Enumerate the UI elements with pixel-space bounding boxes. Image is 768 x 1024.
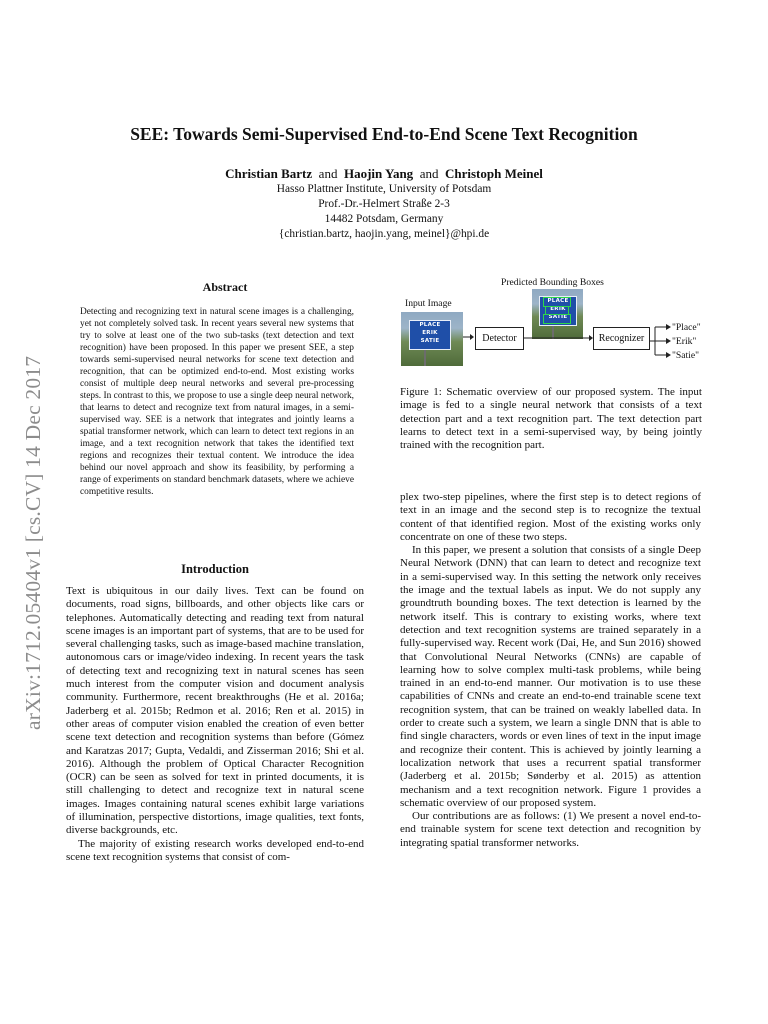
- arrow-to-recognizer-icon: [524, 333, 594, 343]
- intro-paragraph-2: The majority of existing research works developed end-to-end scene text recognition systems that consist of com-: [66, 837, 364, 863]
- input-image-label: Input Image: [405, 298, 452, 309]
- recognizer-box: Recognizer: [593, 327, 650, 350]
- affiliation-institute: Hasso Plattner Institute, University of Potsdam: [276, 183, 492, 195]
- right-paragraph-2: In this paper, we present a solution that consists of a single Deep Neural Network (DNN) that can learn to detect and recognize text in a semi-supervised way. In this setting the network only receives the image and the textual labels as input. We do not supply any groundtruth bounding boxes. The text detection is learned by the network itself. This is contrary to existing works, where text detection and text recognition systems are trained separately in a fully-supervised way. Recent work (Dai, He, and Sun 2016) showed that Convolutional Neural Networks (CNNs) are capable of learning how to solve complex multi-task problems, while being trained in an end-to-end manner. Our motivation is to use these capabilities of CNNs and create an end-to-end trainable scene text recognition system, that can be trained on weakly labelled data. In order to create such a system, we learn a single DNN that is able to find single characters, words or even lines of text in the input image and recognize their content. This is achieved by jointly learning a localization network that uses a recurrent spatial transformer (Jaderberg et al. 2015b; Sønderby et al. 2015) as attention mechanism and a text recognition network. Figure 1 provides a schematic overview of our proposed system.: [400, 544, 701, 809]
- author-2: Haojin Yang: [343, 166, 414, 181]
- detector-box: Detector: [475, 327, 524, 350]
- right-paragraph-1: plex two-step pipelines, where the first step is to detect regions of text in an image and the second step is to recognize the textual content of that identified region. Most of the existing works only concentrate on one of these two steps.: [400, 491, 701, 543]
- sign2-word-2: ERIK: [550, 306, 566, 312]
- author-3: Christoph Meinel: [444, 166, 543, 181]
- right-column-body: [400, 491, 701, 850]
- paper-title: SEE: Towards Semi-Supervised End-to-End Scene Text Recognition: [130, 124, 638, 144]
- output-label-erik: "Erik": [672, 336, 697, 347]
- author-1: Christian Bartz: [225, 166, 313, 181]
- output-label-satie: "Satie": [672, 350, 700, 361]
- street-sign: [409, 320, 451, 350]
- affiliation-city: 14482 Potsdam, Germany: [324, 213, 444, 225]
- arxiv-stamp: arXiv:1712.05404v1 [cs.CV] 14 Dec 2017: [21, 355, 45, 730]
- affiliation-street: Prof.-Dr.-Helmert Straße 2-3: [318, 198, 450, 210]
- right-paragraph-3: Our contributions are as follows: (1) We present a novel end-to-end trainable system for scene text detection and recognition by integrating spatial transformer networks.: [400, 810, 701, 849]
- sign-word-2: ERIK: [422, 330, 438, 336]
- output-arrows-icon: [650, 323, 672, 359]
- sign2-word-1: PLACE: [547, 298, 569, 304]
- sign2-word-3: SATIE: [548, 314, 568, 320]
- affiliation-block: [0, 182, 768, 242]
- output-label-place: "Place": [672, 322, 701, 333]
- author-list: [0, 166, 768, 182]
- figure-1-caption: Figure 1: Schematic overview of our proposed system. The input image is fed to a single neural network that consists of a text detection part and a text recognition part. The text detection part learns to detect text in a semi-supervised way, by being jointly trained with the recognition part.: [400, 386, 702, 452]
- author-separator-1: and: [318, 166, 338, 181]
- introduction-body: [66, 585, 364, 864]
- author-separator-2: and: [419, 166, 439, 181]
- predicted-boxes-thumbnail: [532, 289, 583, 339]
- affiliation-email: {christian.bartz, haojin.yang, meinel}@hpi.de: [278, 228, 490, 240]
- abstract-text: Detecting and recognizing text in natural scene images is a challenging, yet not completely solved task. In recent years several new systems that try to solve at least one of the two sub-tasks (text detection and text recognition) have been proposed. In this paper we present SEE, a step towards semi-supervised neural networks for scene text detection and recognition, that can be optimized end-to-end. Most existing works consist of multiple deep neural networks and several pre-processing steps. In contrast to this, we propose to use a single deep neural network, that learns to detect and recognize text from natural images, in a semi-supervised way. SEE is a network that integrates and jointly learns a spatial transformer network, which can learn to detect text regions in an image, and a text recognition network that takes the identified text regions and recognizes their textual content. We introduce the idea behind our novel approach and show its feasibility, by performing a range of experiments on standard benchmark datasets, where we achieve competitive results.: [80, 307, 354, 497]
- bounding-box-3: [543, 314, 571, 324]
- sign-word-1: PLACE: [419, 322, 441, 328]
- figure-1-diagram: [398, 272, 708, 367]
- abstract-heading: Abstract: [202, 280, 248, 294]
- sign-word-3: SATIE: [420, 338, 440, 344]
- input-image-thumbnail: [401, 312, 463, 366]
- arrow-to-detector-icon: [463, 332, 475, 342]
- intro-paragraph-1: Text is ubiquitous in our daily lives. Text can be found on documents, road signs, billboards, and other objects like cars or telephones. Automatically detecting and reading text from natural scene images is an important part of systems, that are to be used for several challenging tasks, such as image-based machine translation, autonomous cars or image/video indexing. In recent years the task of detecting text and recognizing text in natural scenes has seen much interest from the computer vision and document analysis community. Furthermore, recent breakthroughs (He et al. 2016a; Jaderberg et al. 2015b; Redmon et al. 2016; Ren et al. 2015) in other areas of computer vision enabled the creation of even better scene text detection and recognition systems than before (Gómez and Karatzas 2017; Gupta, Vedaldi, and Zisserman 2016; Shi et al. 2016). Although the problem of Optical Character Recognition (OCR) can be seen as solved for text in printed documents, it is still challenging to detect and recognize text in natural scene images. Images containing natural scenes exhibit large variations of illumination, perspective distortions, image qualities, text fonts, diverse backgrounds, etc.: [66, 585, 364, 837]
- predicted-boxes-label: Predicted Bounding Boxes: [501, 277, 604, 288]
- introduction-heading: Introduction: [181, 562, 249, 576]
